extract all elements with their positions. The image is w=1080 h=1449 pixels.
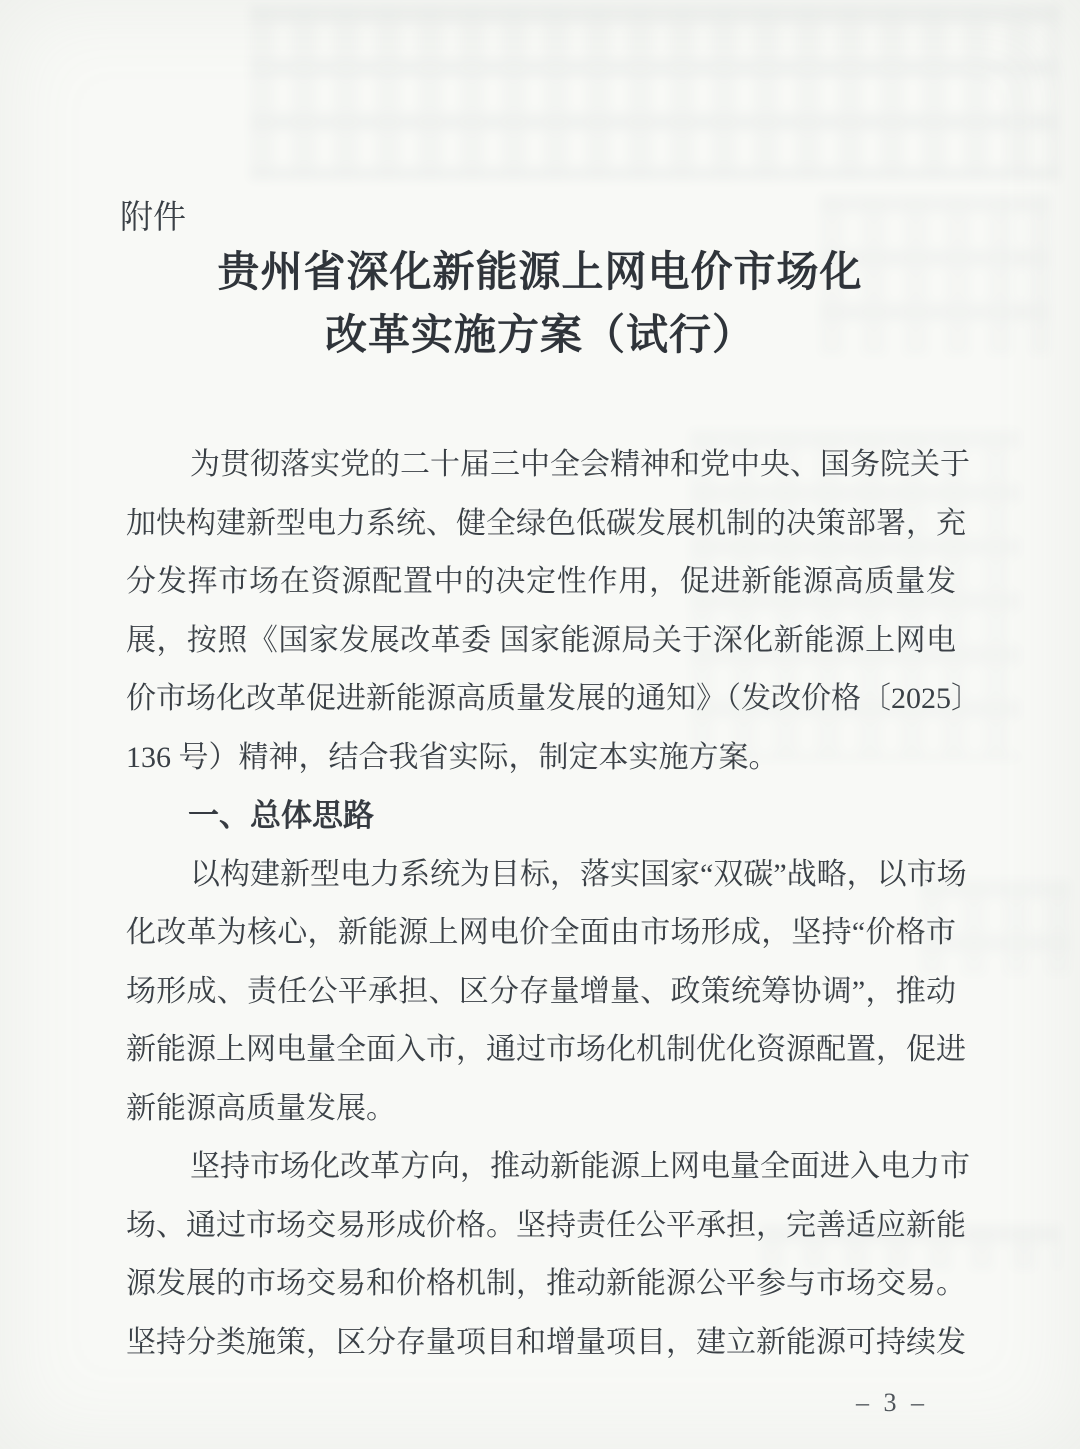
body-line: 新能源高质量发展。	[126, 1091, 396, 1125]
bleedthrough-artifact	[250, 5, 1060, 180]
body-line: 为贯彻落实党的二十届三中全会精神和党中央、国务院关于	[190, 448, 970, 481]
body-line: 源发展的市场交易和价格机制，推动新能源公平参与市场交易。	[126, 1267, 966, 1300]
body-line: 展，按照《国家发展改革委 国家能源局关于深化新能源上网电	[126, 623, 956, 657]
body-line: 场、通过市场交易形成价格。坚持责任公平承担，完善适应新能	[126, 1208, 966, 1242]
body-line: 坚持市场化改革方向，推动新能源上网电量全面进入电力市	[190, 1150, 970, 1183]
body-line: 坚持分类施策，区分存量项目和增量项目，建立新能源可持续发	[126, 1325, 966, 1359]
body-line: 场形成、责任公平承担、区分存量增量、政策统筹协调”，推动	[126, 974, 956, 1008]
document-title	[0, 242, 1080, 368]
section-heading: 一、总体思路	[188, 798, 374, 833]
body-line: 化改革为核心，新能源上网电价全面由市场形成，坚持“价格市	[126, 916, 956, 949]
title-line-1: 贵州省深化新能源上网电价市场化	[217, 250, 863, 296]
body-line: 分发挥市场在资源配置中的决定性作用，促进新能源高质量发	[126, 565, 956, 598]
document-body	[126, 436, 981, 1372]
body-line: 以构建新型电力系统为目标，落实国家“双碳”战略，以市场	[190, 857, 967, 891]
body-line: 加快构建新型电力系统、健全绿色低碳发展机制的决策部署，充	[126, 506, 966, 540]
body-line: 价市场化改革促进新能源高质量发展的通知》（发改价格〔2025〕	[126, 682, 981, 715]
attachment-label: 附件	[120, 200, 186, 236]
body-line: 136 号）精神，结合我省实际，制定本实施方案。	[126, 740, 779, 774]
body-line: 新能源上网电量全面入市，通过市场化机制优化资源配置，促进	[126, 1033, 966, 1066]
page-number: – 3 –	[856, 1388, 928, 1417]
title-line-2: 改革实施方案（试行）	[324, 313, 755, 359]
